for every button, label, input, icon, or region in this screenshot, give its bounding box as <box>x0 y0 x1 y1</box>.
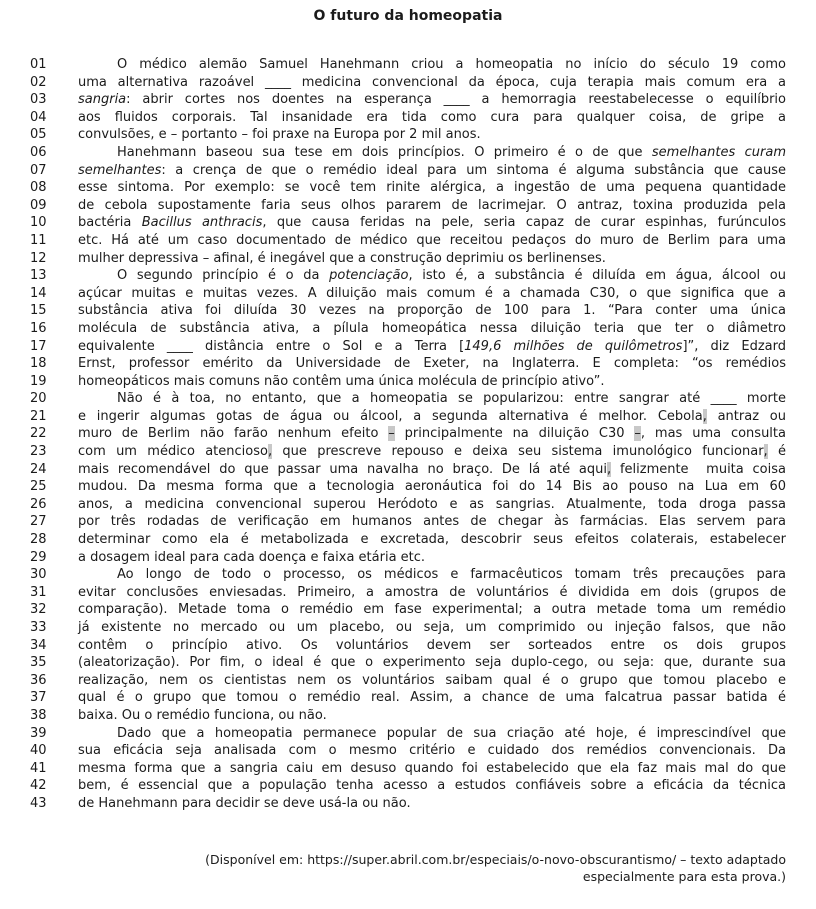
text-body <box>30 56 786 813</box>
text-line <box>30 126 786 144</box>
line-number: 27 <box>30 514 47 530</box>
text-segment: por três rodadas de verificação em humanos antes de chegar às farmácias. Elas servem para <box>78 514 786 530</box>
text-segment: : a crença de que o remédio ideal para um sintoma é alguma substância que cause <box>161 162 786 178</box>
line-number: 22 <box>30 426 47 442</box>
page-title: O futuro da homeopatia <box>313 8 503 24</box>
line-text <box>78 461 786 479</box>
text-segment: Ernst, professor emérito da Universidade de Exeter, na Inglaterra. E completa: “os remédios <box>78 356 786 372</box>
line-number: 30 <box>30 567 47 583</box>
line-text <box>78 214 786 232</box>
line-text <box>78 549 786 567</box>
line-text <box>78 496 786 514</box>
text-line <box>30 109 786 127</box>
line-number: 10 <box>30 215 47 231</box>
line-number: 01 <box>30 57 47 72</box>
line-number: 18 <box>30 356 47 372</box>
line-text <box>78 637 786 655</box>
text-line <box>30 654 786 672</box>
text-segment: baixa. Ou o remédio funciona, ou não. <box>78 707 327 723</box>
text-line <box>30 601 786 619</box>
text-segment: etc. Há até um caso documentado de médico que receitou pedaços do muro de Berlim para uma <box>78 232 786 248</box>
line-number: 07 <box>30 162 47 178</box>
text-line <box>30 566 786 584</box>
line-text <box>78 619 786 637</box>
line-number: 14 <box>30 285 47 301</box>
text-segment: O médico alemão Samuel Hanehmann criou a homeopatia no início do século 19 como <box>117 57 786 72</box>
line-text <box>78 672 786 690</box>
text-segment: comparação). Metade toma o remédio em fase experimental; a outra metade toma um remédio <box>78 602 786 618</box>
text-line <box>30 795 786 813</box>
line-number: 29 <box>30 549 47 565</box>
line-text <box>78 513 786 531</box>
citation-line-2: especialmente para esta prova.) <box>582 869 786 885</box>
line-text <box>78 126 786 144</box>
line-text <box>78 355 786 373</box>
text-segment: molécula de substância ativa, a pílula homeopática nessa diluição teria que ter o diâmetro <box>78 320 786 336</box>
line-number: 05 <box>30 127 47 143</box>
text-segment: anos, a medicina convencional superou Heródoto e as sangrias. Atualmente, toda droga passa <box>78 496 786 512</box>
text-segment: açúcar muitas e muitas vezes. A diluição mais comum é a chamada C30, o que significa que a <box>78 285 786 301</box>
line-number: 13 <box>30 268 47 284</box>
line-text <box>78 795 786 813</box>
line-number: 24 <box>30 461 47 477</box>
text-segment: equivalente ____ distância entre o Sol e a Terra [ <box>78 338 465 354</box>
text-segment: mesma forma que a sangria caiu em desuso quando foi estabelecido que ela faz mais mal do que <box>78 760 786 776</box>
text-line <box>30 285 786 303</box>
italic-text: potenciação <box>329 268 409 284</box>
text-line <box>30 672 786 690</box>
text-segment: muro de Berlim não farão nenhum efeito <box>78 426 389 442</box>
text-segment: contêm o princípio ativo. Os voluntários devem ser sorteados entre os dois grupos <box>78 637 786 653</box>
text-line <box>30 390 786 408</box>
text-line <box>30 478 786 496</box>
text-segment: bactéria <box>78 215 142 231</box>
line-text <box>78 91 786 109</box>
text-line <box>30 689 786 707</box>
line-number: 36 <box>30 672 47 688</box>
text-line <box>30 777 786 795</box>
line-text <box>78 689 786 707</box>
line-text <box>78 443 786 461</box>
highlighted-punctuation: – <box>388 426 395 442</box>
line-text <box>78 109 786 127</box>
italic-text: Bacillus anthracis <box>141 215 263 231</box>
line-text <box>78 197 786 215</box>
text-line <box>30 74 786 92</box>
line-text <box>78 285 786 303</box>
text-segment: bem, é essencial que a população tenha acesso a estudos confiáveis sobre a eficácia da técnica <box>78 778 786 794</box>
text-line <box>30 56 786 74</box>
highlighted-punctuation: , <box>607 461 612 477</box>
highlighted-punctuation: , <box>267 444 273 460</box>
source-citation <box>30 851 786 902</box>
line-number: 09 <box>30 197 47 213</box>
text-segment: substância ativa foi diluída 30 vezes na proporção de 100 para 1. “Para conter uma única <box>78 303 786 319</box>
text-segment: O segundo princípio é o da <box>117 268 330 284</box>
text-segment: a dosagem ideal para cada doença e faixa etária etc. <box>78 549 426 565</box>
line-number: 35 <box>30 655 47 671</box>
line-number: 23 <box>30 444 47 460</box>
line-number: 34 <box>30 637 47 653</box>
text-line <box>30 425 786 443</box>
citation-line-1: (Disponível em: https://super.abril.com.br/especiais/o-novo-obscurantismo/ – texto adaptado <box>205 851 786 867</box>
line-number: 12 <box>30 250 47 266</box>
text-segment: principalmente na diluição C30 <box>394 426 635 442</box>
line-number: 15 <box>30 303 47 319</box>
text-segment: qual é o grupo que tomou o remédio real. Assim, a chance de uma falcatrua passar batida é <box>78 690 786 706</box>
highlighted-punctuation: , <box>763 444 768 460</box>
text-line <box>30 496 786 514</box>
text-line <box>30 707 786 725</box>
text-segment: Não é à toa, no entanto, que a homeopatia se popularizou: entre sangrar até ____ morte <box>117 391 786 407</box>
text-segment: : abrir cortes nos doentes na esperança ____ a hemorragia reestabelecesse o equilíbrio <box>126 92 786 108</box>
line-text <box>78 425 786 443</box>
line-text <box>78 74 786 92</box>
line-text <box>78 408 786 426</box>
text-segment: de cebola supostamente faria seus olhos pararem de lacrimejar. O antraz, toxina produzida pela <box>78 197 786 213</box>
text-line <box>30 373 786 391</box>
text-line <box>30 443 786 461</box>
text-line <box>30 302 786 320</box>
line-text <box>78 566 786 584</box>
line-text <box>78 320 786 338</box>
line-number: 28 <box>30 532 47 548</box>
line-text <box>78 390 786 408</box>
line-number: 06 <box>30 144 47 160</box>
line-number: 04 <box>30 109 47 125</box>
line-text <box>78 654 786 672</box>
highlighted-punctuation: – <box>634 426 641 442</box>
text-segment: (aleatorização). Por fim, o ideal é que o experimento seja duplo-cego, ou seja: que, durante sua <box>78 655 786 671</box>
line-number: 20 <box>30 391 47 407</box>
text-segment: ]”, diz Edzard <box>682 338 787 354</box>
line-text <box>78 707 786 725</box>
text-line <box>30 144 786 162</box>
text-segment: homeopáticos mais comuns não contêm uma única molécula de princípio ativo”. <box>78 373 605 389</box>
line-number: 26 <box>30 496 47 512</box>
line-text <box>78 478 786 496</box>
line-number: 32 <box>30 602 47 618</box>
text-line <box>30 549 786 567</box>
line-text <box>78 232 786 250</box>
text-line <box>30 637 786 655</box>
line-text <box>78 267 786 285</box>
text-segment: com um médico atencioso <box>78 444 268 460</box>
line-number: 40 <box>30 743 47 759</box>
text-line <box>30 250 786 268</box>
text-segment: uma alternativa razoável ____ medicina convencional da época, cuja terapia mais comum era a <box>78 74 786 90</box>
line-number: 37 <box>30 690 47 706</box>
line-number: 03 <box>30 92 47 108</box>
text-segment: e ingerir algumas gotas de água ou álcool, a segunda alternativa é melhor. Cebola <box>78 408 703 424</box>
text-segment: mulher depressiva – afinal, é inegável que a construção deprimiu os berlinenses. <box>78 250 606 266</box>
line-text <box>78 777 786 795</box>
text-line <box>30 725 786 743</box>
text-line <box>30 320 786 338</box>
text-segment: , mas uma consulta <box>640 426 786 442</box>
line-text <box>78 302 786 320</box>
line-text <box>78 531 786 549</box>
line-text <box>78 162 786 180</box>
italic-text: semelhantes <box>78 162 162 178</box>
text-segment: Hanehmann baseou sua tese em dois princípios. O primeiro é o de que <box>117 144 652 160</box>
text-line <box>30 461 786 479</box>
line-number: 21 <box>30 408 47 424</box>
text-line <box>30 513 786 531</box>
line-number: 31 <box>30 584 47 600</box>
line-number: 11 <box>30 232 47 248</box>
text-segment: sua eficácia seja analisada com o mesmo critério e cuidado dos remédios convencionais. Da <box>78 743 786 759</box>
text-line <box>30 355 786 373</box>
text-segment: evitar conclusões enviesadas. Primeiro, a amostra de voluntários é dividida em dois (grupos de <box>78 584 786 600</box>
line-text <box>78 760 786 778</box>
text-segment: aos fluidos corporais. Tal insanidade era tida como cura para qualquer coisa, de gripe a <box>78 109 786 125</box>
text-segment: realização, nem os cientistas nem os voluntários saibam qual é o grupo que tomou placebo e <box>78 672 786 688</box>
text-line <box>30 232 786 250</box>
line-number: 39 <box>30 725 47 741</box>
line-number: 08 <box>30 180 47 196</box>
line-text <box>78 144 786 162</box>
line-number: 25 <box>30 479 47 495</box>
text-segment: é <box>767 444 786 460</box>
line-text <box>78 742 786 760</box>
italic-text: sangria <box>78 92 127 108</box>
text-line <box>30 760 786 778</box>
line-text <box>78 250 786 268</box>
line-number: 19 <box>30 373 47 389</box>
line-number: 43 <box>30 795 47 811</box>
line-text <box>78 56 786 74</box>
text-segment: mudou. Da mesma forma que a tecnologia aeronáutica foi do 14 Bis ao pouso na Lua em 60 <box>78 479 786 495</box>
highlighted-punctuation: , <box>702 408 707 424</box>
text-segment: que prescreve repouso e deixa seu sistema imunológico funcionar <box>272 444 764 460</box>
text-segment: felizmente muita coisa <box>611 461 786 477</box>
text-line <box>30 408 786 426</box>
line-number: 38 <box>30 707 47 723</box>
text-line <box>30 197 786 215</box>
text-segment: Ao longo de todo o processo, os médicos e farmacêuticos tomam três precauções para <box>117 567 786 583</box>
text-line <box>30 584 786 602</box>
text-segment: antraz ou <box>706 408 786 424</box>
line-number: 02 <box>30 74 47 90</box>
text-segment: Dado que a homeopatia permanece popular de sua criação até hoje, é imprescindível que <box>117 725 786 741</box>
text-segment: mais recomendável do que passar uma navalha no braço. De lá até aqui <box>78 461 607 477</box>
text-segment: esse sintoma. Por exemplo: se você tem rinite alérgica, a ingestão de uma pequena quantidade <box>78 180 786 196</box>
text-line <box>30 531 786 549</box>
line-text <box>78 601 786 619</box>
text-line <box>30 267 786 285</box>
text-line <box>30 214 786 232</box>
text-line <box>30 742 786 760</box>
line-number: 16 <box>30 320 47 336</box>
text-segment: já existente no mercado ou um placebo, ou seja, um comprimido ou injeção falsos, que não <box>78 620 786 635</box>
text-segment: determinar como ela é metabolizada e excretada, descobrir seus efeitos colaterais, estabelecer <box>78 532 786 548</box>
text-segment: de Hanehmann para decidir se deve usá-la ou não. <box>78 795 411 811</box>
line-number: 17 <box>30 338 47 354</box>
text-line <box>30 338 786 356</box>
line-text <box>78 373 786 391</box>
line-text <box>78 584 786 602</box>
text-line <box>30 162 786 180</box>
text-line <box>30 179 786 197</box>
text-segment: convulsões, e – portanto – foi praxe na Europa por 2 mil anos. <box>78 127 481 143</box>
line-text <box>78 725 786 743</box>
text-segment: , isto é, a substância é diluída em água, álcool ou <box>408 268 786 284</box>
italic-text: semelhantes curam <box>651 144 786 160</box>
line-number: 41 <box>30 760 47 776</box>
line-number: 42 <box>30 778 47 794</box>
line-text <box>78 338 786 356</box>
text-line <box>30 91 786 109</box>
text-segment: , que causa feridas na pele, seria capaz de curar espinhas, furúnculos <box>262 215 786 231</box>
line-text <box>78 179 786 197</box>
text-line <box>30 619 786 637</box>
italic-text: 149,6 milhões de quilômetros <box>464 338 683 354</box>
line-number: 33 <box>30 620 47 635</box>
